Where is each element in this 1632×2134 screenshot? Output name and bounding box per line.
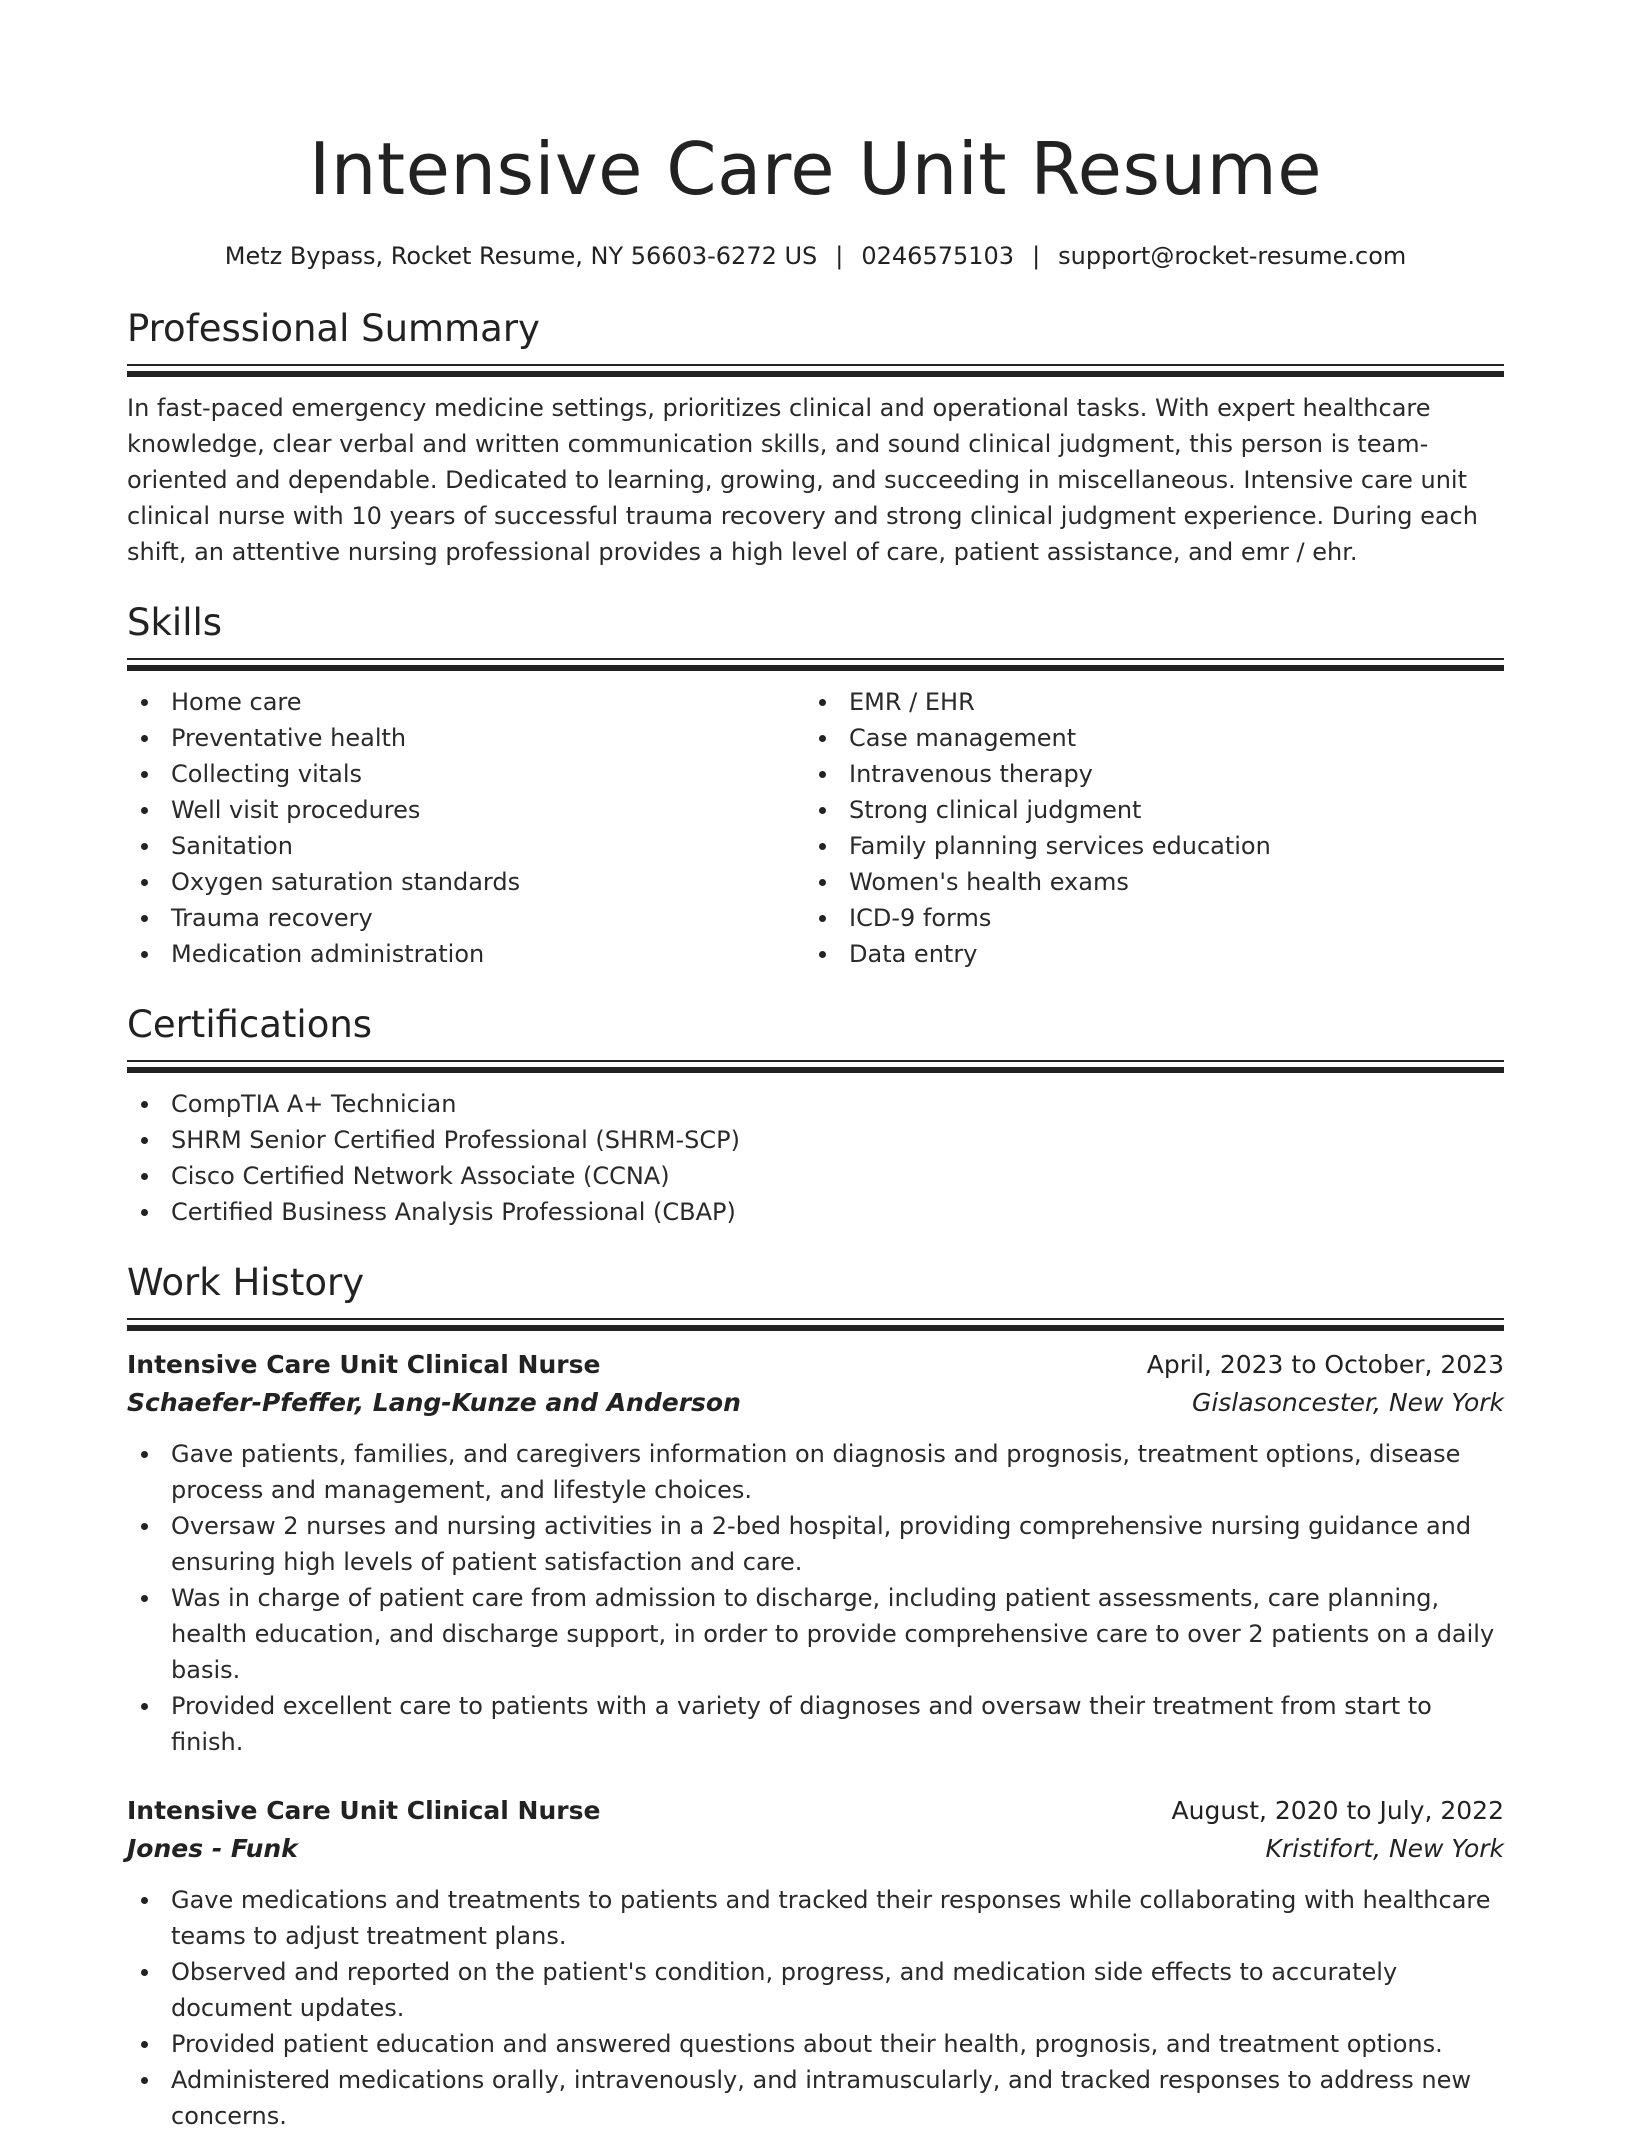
certifications-section xyxy=(127,1002,1504,1230)
section-divider xyxy=(127,364,1504,376)
skills-list-left xyxy=(127,684,805,972)
skill-item: Trauma recovery xyxy=(127,900,805,936)
job-company: Schaefer-Pfeffer, Lang-Kunze and Anderson xyxy=(127,1388,741,1417)
contact-phone: 0246575103 xyxy=(861,242,1015,270)
job-duty-item: Administered medications orally, intravenously, and intramuscularly, and tracked responses to address new concerns. xyxy=(127,2062,1504,2134)
section-divider xyxy=(127,1060,1504,1072)
skill-item: Case management xyxy=(805,720,1483,756)
certification-item: CompTIA A+ Technician xyxy=(127,1086,1504,1122)
job-duties-list xyxy=(127,1882,1504,2134)
skills-list-right xyxy=(805,684,1483,972)
contact-address: Metz Bypass, Rocket Resume, NY 56603-6272 US xyxy=(224,242,818,270)
skill-item: Women's health exams xyxy=(805,864,1483,900)
job-duty-item: Provided patient education and answered questions about their health, prognosis, and treatment options. xyxy=(127,2026,1504,2062)
job-dates: August, 2020 to July, 2022 xyxy=(1171,1796,1504,1825)
job-duty-item: Oversaw 2 nurses and nursing activities in a 2-bed hospital, providing comprehensive nursing guidance and ensuring high levels of patient satisfaction and care. xyxy=(127,1508,1504,1580)
section-heading-skills: Skills xyxy=(127,601,223,644)
skill-item: Well visit procedures xyxy=(127,792,805,828)
job-header xyxy=(127,1792,1504,1830)
section-divider xyxy=(127,658,1504,670)
job-dates: April, 2023 to October, 2023 xyxy=(1146,1350,1504,1379)
contact-separator: | xyxy=(1032,242,1041,270)
job-location: Gislasoncester, New York xyxy=(1191,1388,1504,1417)
certification-item: SHRM Senior Certified Professional (SHRM-SCP) xyxy=(127,1122,1504,1158)
skills-section xyxy=(127,600,1504,972)
certification-item: Certified Business Analysis Professional (CBAP) xyxy=(127,1194,1504,1230)
skill-item: Family planning services education xyxy=(805,828,1483,864)
summary-section xyxy=(127,306,1504,570)
skill-item: Data entry xyxy=(805,936,1483,972)
section-divider xyxy=(127,1318,1504,1330)
job-header xyxy=(127,1346,1504,1384)
job-entry xyxy=(127,1346,1504,1760)
section-heading-certifications: Certifications xyxy=(127,1003,373,1046)
job-subheader xyxy=(127,1830,1504,1868)
skill-item: Preventative health xyxy=(127,720,805,756)
job-duty-item: Provided excellent care to patients with a variety of diagnoses and oversaw their treatment from start to finish. xyxy=(127,1688,1504,1760)
summary-text: In fast-paced emergency medicine settings, prioritizes clinical and operational tasks. With expert healthcare knowledge, clear verbal and written communication skills, and sound clinical judgment, this person is team-oriented and dependable. Dedicated to learning, growing, and succeeding in miscellaneous. Intensive care unit clinical nurse with 10 years of successful trauma recovery and strong clinical judgment experience. During each shift, an attentive nursing professional provides a high level of care, patient assistance, and emr / ehr. xyxy=(127,394,1478,566)
contact-separator: | xyxy=(835,242,844,270)
job-duty-item: Gave medications and treatments to patients and tracked their responses while collaborating with healthcare teams to adjust treatment plans. xyxy=(127,1882,1504,1954)
skill-item: Oxygen saturation standards xyxy=(127,864,805,900)
job-duties-list xyxy=(127,1436,1504,1760)
section-heading-work-history: Work History xyxy=(127,1261,365,1304)
skill-item: Sanitation xyxy=(127,828,805,864)
job-duty-item: Gave patients, families, and caregivers information on diagnosis and prognosis, treatment options, disease process and management, and lifestyle choices. xyxy=(127,1436,1504,1508)
contact-email[interactable]: support@rocket-resume.com xyxy=(1058,242,1407,270)
job-subheader xyxy=(127,1384,1504,1422)
contact-line xyxy=(127,240,1504,272)
work-history-section xyxy=(127,1260,1504,2134)
skill-item: Medication administration xyxy=(127,936,805,972)
resume-page xyxy=(127,0,1504,2134)
resume-title: Intensive Care Unit Resume xyxy=(308,127,1323,211)
job-duty-item: Observed and reported on the patient's condition, progress, and medication side effects to accurately document updates. xyxy=(127,1954,1504,2026)
skill-item: Intravenous therapy xyxy=(805,756,1483,792)
skill-item: Strong clinical judgment xyxy=(805,792,1483,828)
skill-item: ICD-9 forms xyxy=(805,900,1483,936)
skills-grid xyxy=(127,684,1504,972)
section-heading-summary: Professional Summary xyxy=(127,307,540,350)
skills-column-right xyxy=(805,684,1483,972)
job-entry xyxy=(127,1792,1504,2134)
job-company: Jones - Funk xyxy=(127,1834,298,1863)
job-title: Intensive Care Unit Clinical Nurse xyxy=(127,1796,601,1825)
skill-item: Collecting vitals xyxy=(127,756,805,792)
job-title: Intensive Care Unit Clinical Nurse xyxy=(127,1350,601,1379)
skill-item: Home care xyxy=(127,684,805,720)
skill-item: EMR / EHR xyxy=(805,684,1483,720)
certifications-list xyxy=(127,1086,1504,1230)
job-duty-item: Was in charge of patient care from admission to discharge, including patient assessments, care planning, health education, and discharge support, in order to provide comprehensive care to over 2 patients on a daily basis. xyxy=(127,1580,1504,1688)
certification-item: Cisco Certified Network Associate (CCNA) xyxy=(127,1158,1504,1194)
job-location: Kristifort, New York xyxy=(1265,1834,1504,1863)
skills-column-left xyxy=(127,684,805,972)
